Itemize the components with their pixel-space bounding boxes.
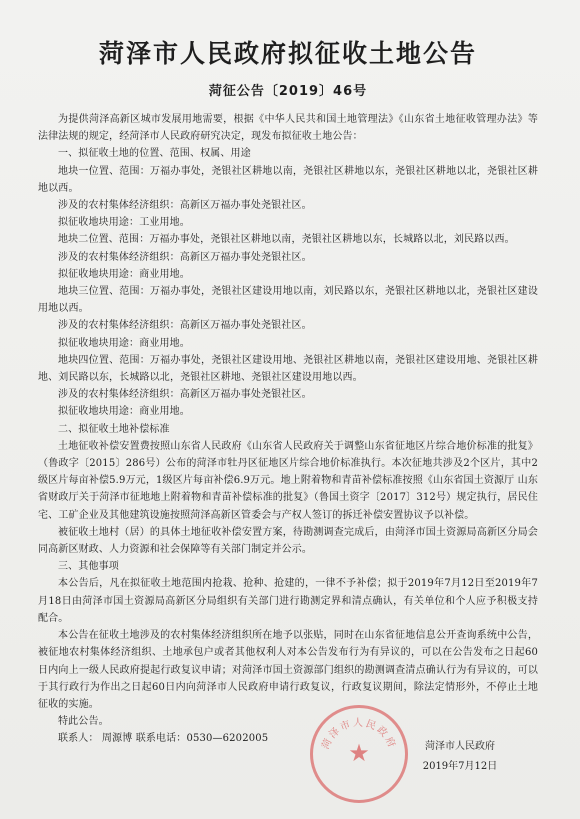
notice-body (38, 111, 538, 748)
paragraph: 地块三位置、范围：万福办事处，尧银社区建设用地以南，刘民路以东，尧银社区耕地以北，尧银社区建设用地以西。 (38, 286, 538, 315)
section-heading: 一、拟征收土地的位置、范围、权属、用途 (58, 148, 251, 160)
section-heading: 三、其他事项 (58, 561, 119, 573)
svg-text:菏泽市人民政府: 菏泽市人民政府 (320, 718, 398, 751)
paragraph: 本公告后，凡在拟征收土地范围内抢栽、抢种、抢建的，一律不予补偿；拟于2019年7月12日至2019年7月18日由菏泽市国土资源局高新区分局组织有关部门进行勘测定界和清点确认，有关单位和个人应予积极支持配合。 (38, 578, 538, 624)
paragraph: 为提供菏泽高新区城市发展用地需要，根据《中华人民共和国土地管理法》《山东省土地征收管理办法》等法律法规的规定，经菏泽市人民政府研究决定，现发布拟征收土地公告： (38, 114, 538, 143)
paragraph: 拟征收地块用途：工业用地。 (58, 217, 190, 229)
paragraph: 地块一位置、范围：万福办事处，尧银社区耕地以南，尧银社区耕地以东，尧银社区耕地以北，尧银社区耕地以西。 (38, 165, 538, 194)
paragraph: 土地征收补偿安置费按照山东省人民政府《山东省人民政府关于调整山东省征地区片综合地价标准的批复》（鲁政字〔2015〕286号）公布的菏泽市牡丹区征地区片综合地价标准执行。本次征地共涉及2个区片，其中2级区片每亩补偿5.9万元，1级区片每亩补偿6.9万元。地上附着物和青苗补偿标准按照《山东省国土资源厅 山东省财政厅关于菏泽市征地地上附着物和青苗补偿标准的批复》（鲁国土资字〔2017〕312号）规定执行，居民住宅、工矿企业及其他建筑设施按照菏泽高新区管委会与产权人签订的拆迁补偿安置协议予以补偿。 (38, 440, 538, 521)
paragraph: 地块二位置、范围：万福办事处，尧银社区耕地以南，尧银社区耕地以东，长城路以北，刘民路以西。 (58, 234, 515, 246)
paragraph: 涉及的农村集体经济组织：高新区万福办事处尧银社区。 (58, 200, 312, 212)
paragraph: 特此公告。 (58, 716, 109, 728)
paragraph: 拟征收地块用途：商业用地。 (58, 268, 190, 280)
page-title: 菏泽市人民政府拟征收土地公告 (98, 39, 477, 68)
official-seal-icon (310, 705, 408, 803)
section-heading: 二、拟征收土地补偿标准 (58, 423, 170, 435)
signature-block (400, 737, 520, 777)
document-number: 菏征公告〔2019〕46号 (208, 84, 368, 99)
paragraph: 本公告在征收土地涉及的农村集体经济组织所在地予以张贴，同时在山东省征地信息公开查询系统中公告，被征地农村集体经济组织、土地承包户或者其他权利人对本公告发布行为有异议的，可以在公告发布之日起60日内向上一级人民政府提起行政复议申请；对菏泽市国土资源部门组织的勘测调查清点确认行为有异议的，可以于其行政行为作出之日起60日内向菏泽市人民政府申请行政复议，行政复议期间，除法定情形外，不停止土地征收的实施。 (38, 630, 538, 710)
paragraph: 涉及的农村集体经济组织：高新区万福办事处尧银社区。 (58, 251, 312, 263)
paragraph: 地块四位置、范围：万福办事处，尧银社区建设用地、尧银社区耕地以南，尧银社区建设用地、尧银社区耕地、刘民路以东，长城路以北，尧银社区耕地、尧银社区建设用地以西。 (38, 354, 538, 384)
paragraph: 涉及的农村集体经济组织：高新区万福办事处尧银社区。 (58, 320, 312, 332)
paragraph: 拟征收地块用途：商业用地。 (58, 406, 190, 418)
issuer-name: 菏泽市人民政府 (425, 741, 495, 752)
paragraph: 拟征收地块用途：商业用地。 (58, 337, 190, 349)
issue-date: 2019年7月12日 (422, 761, 498, 772)
paragraph: 涉及的农村集体经济组织：高新区万福办事处尧银社区。 (58, 389, 312, 401)
contact-line: 联系人： 周源博 联系电话：0530—6202005 (58, 733, 269, 745)
paragraph: 被征收土地村（居）的具体土地征收补偿安置方案，待勘测调查完成后，由菏泽市国土资源局高新区分局会同高新区财政、人力资源和社会保障等有关部门制定并公示。 (38, 526, 538, 556)
seal-star-icon: ★ (348, 739, 370, 767)
